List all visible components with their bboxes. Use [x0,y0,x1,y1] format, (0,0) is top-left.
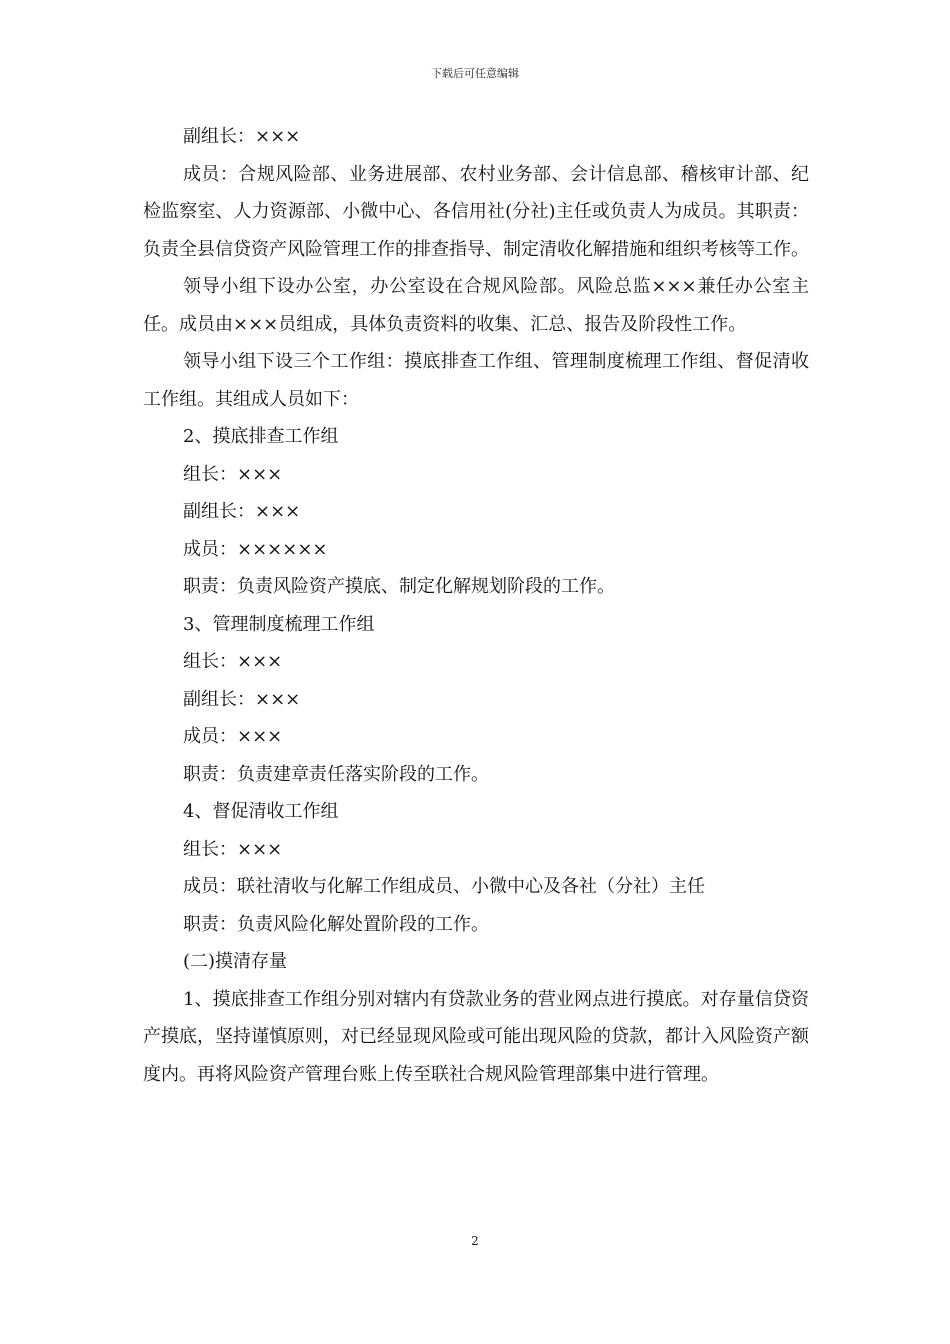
page-number: 2 [471,1234,479,1248]
document-body [143,118,809,1093]
paragraph-collection-members: 成员：联社清收与化解工作组成员、小微中心及各社（分社）主任 [183,876,705,897]
paragraph-survey-deputy: 副组长：××× [183,501,301,522]
heading-collection-group: 4、督促清收工作组 [183,801,339,822]
paragraph-survey-duties: 职责：负责风险资产摸底、制定化解规划阶段的工作。 [183,576,615,597]
heading-rules-group: 3、管理制度梳理工作组 [183,613,375,635]
paragraph-survey-members: 成员：×××××× [183,538,328,560]
paragraph-rules-members: 成员：××× [183,726,283,747]
paragraph-collection-leader: 组长：××× [183,838,283,860]
paragraph-office: 领导小组下设办公室，办公室设在合规风险部。风险总监×××兼任办公室主任。成员由×××员组成，具体负责资料的收集、汇总、报告及阶段性工作。 [143,276,809,335]
paragraph-rules-leader: 组长：××× [183,651,283,672]
paragraph-survey-leader: 组长：××× [183,463,283,485]
paragraph-working-groups: 领导小组下设三个工作组：摸底排查工作组、管理制度梳理工作组、督促清收工作组。其组成人员如下： [143,351,809,410]
paragraph-rules-duties: 职责：负责建章责任落实阶段的工作。 [183,763,489,785]
heading-survey-group: 2、摸底排查工作组 [183,426,339,447]
paragraph-members-duties: 成员：合规风险部、业务进展部、农村业务部、会计信息部、稽核审计部、纪检监察室、人力资源部、小微中心、各信用社(分社)主任或负责人为成员。其职责：负责全县信贷资产风险管理工作的排查指导、制定清收化解措施和组织考核等工作。 [143,163,809,260]
page-header: 下载后可任意编辑 [431,67,519,80]
paragraph-stock-survey: 1、摸底排查工作组分别对辖内有贷款业务的营业网点进行摸底。对存量信贷资产摸底，坚持谨慎原则，对已经显现风险或可能出现风险的贷款，都计入风险资产额度内。再将风险资产管理台账上传至联社合规风险管理部集中进行管理。 [143,988,809,1085]
paragraph-deputy-leader: 副组长：××× [183,126,301,147]
heading-stock-assessment: (二)摸清存量 [183,951,288,972]
paragraph-collection-duties: 职责：负责风险化解处置阶段的工作。 [183,913,489,935]
paragraph-rules-deputy: 副组长：××× [183,688,301,710]
